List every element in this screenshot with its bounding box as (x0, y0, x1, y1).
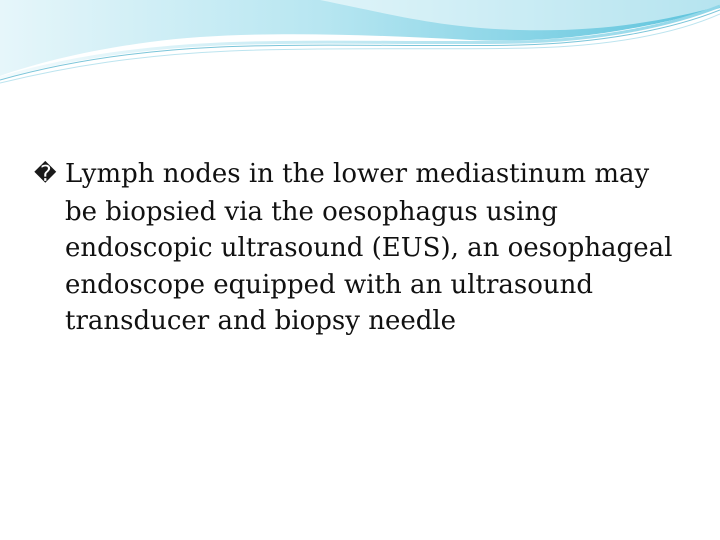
header-wave-decoration (0, 0, 720, 90)
bullet-text: Lymph nodes in the lower mediastinum may be biopsied via the oesophagus using endoscopic ultrasound (EUS), an oesophageal endoscope equipped with an ultrasound transducer and biopsy needle (65, 159, 673, 336)
bullet-paragraph (34, 156, 674, 340)
bullet-icon: � (34, 162, 57, 187)
slide-body (34, 156, 674, 340)
